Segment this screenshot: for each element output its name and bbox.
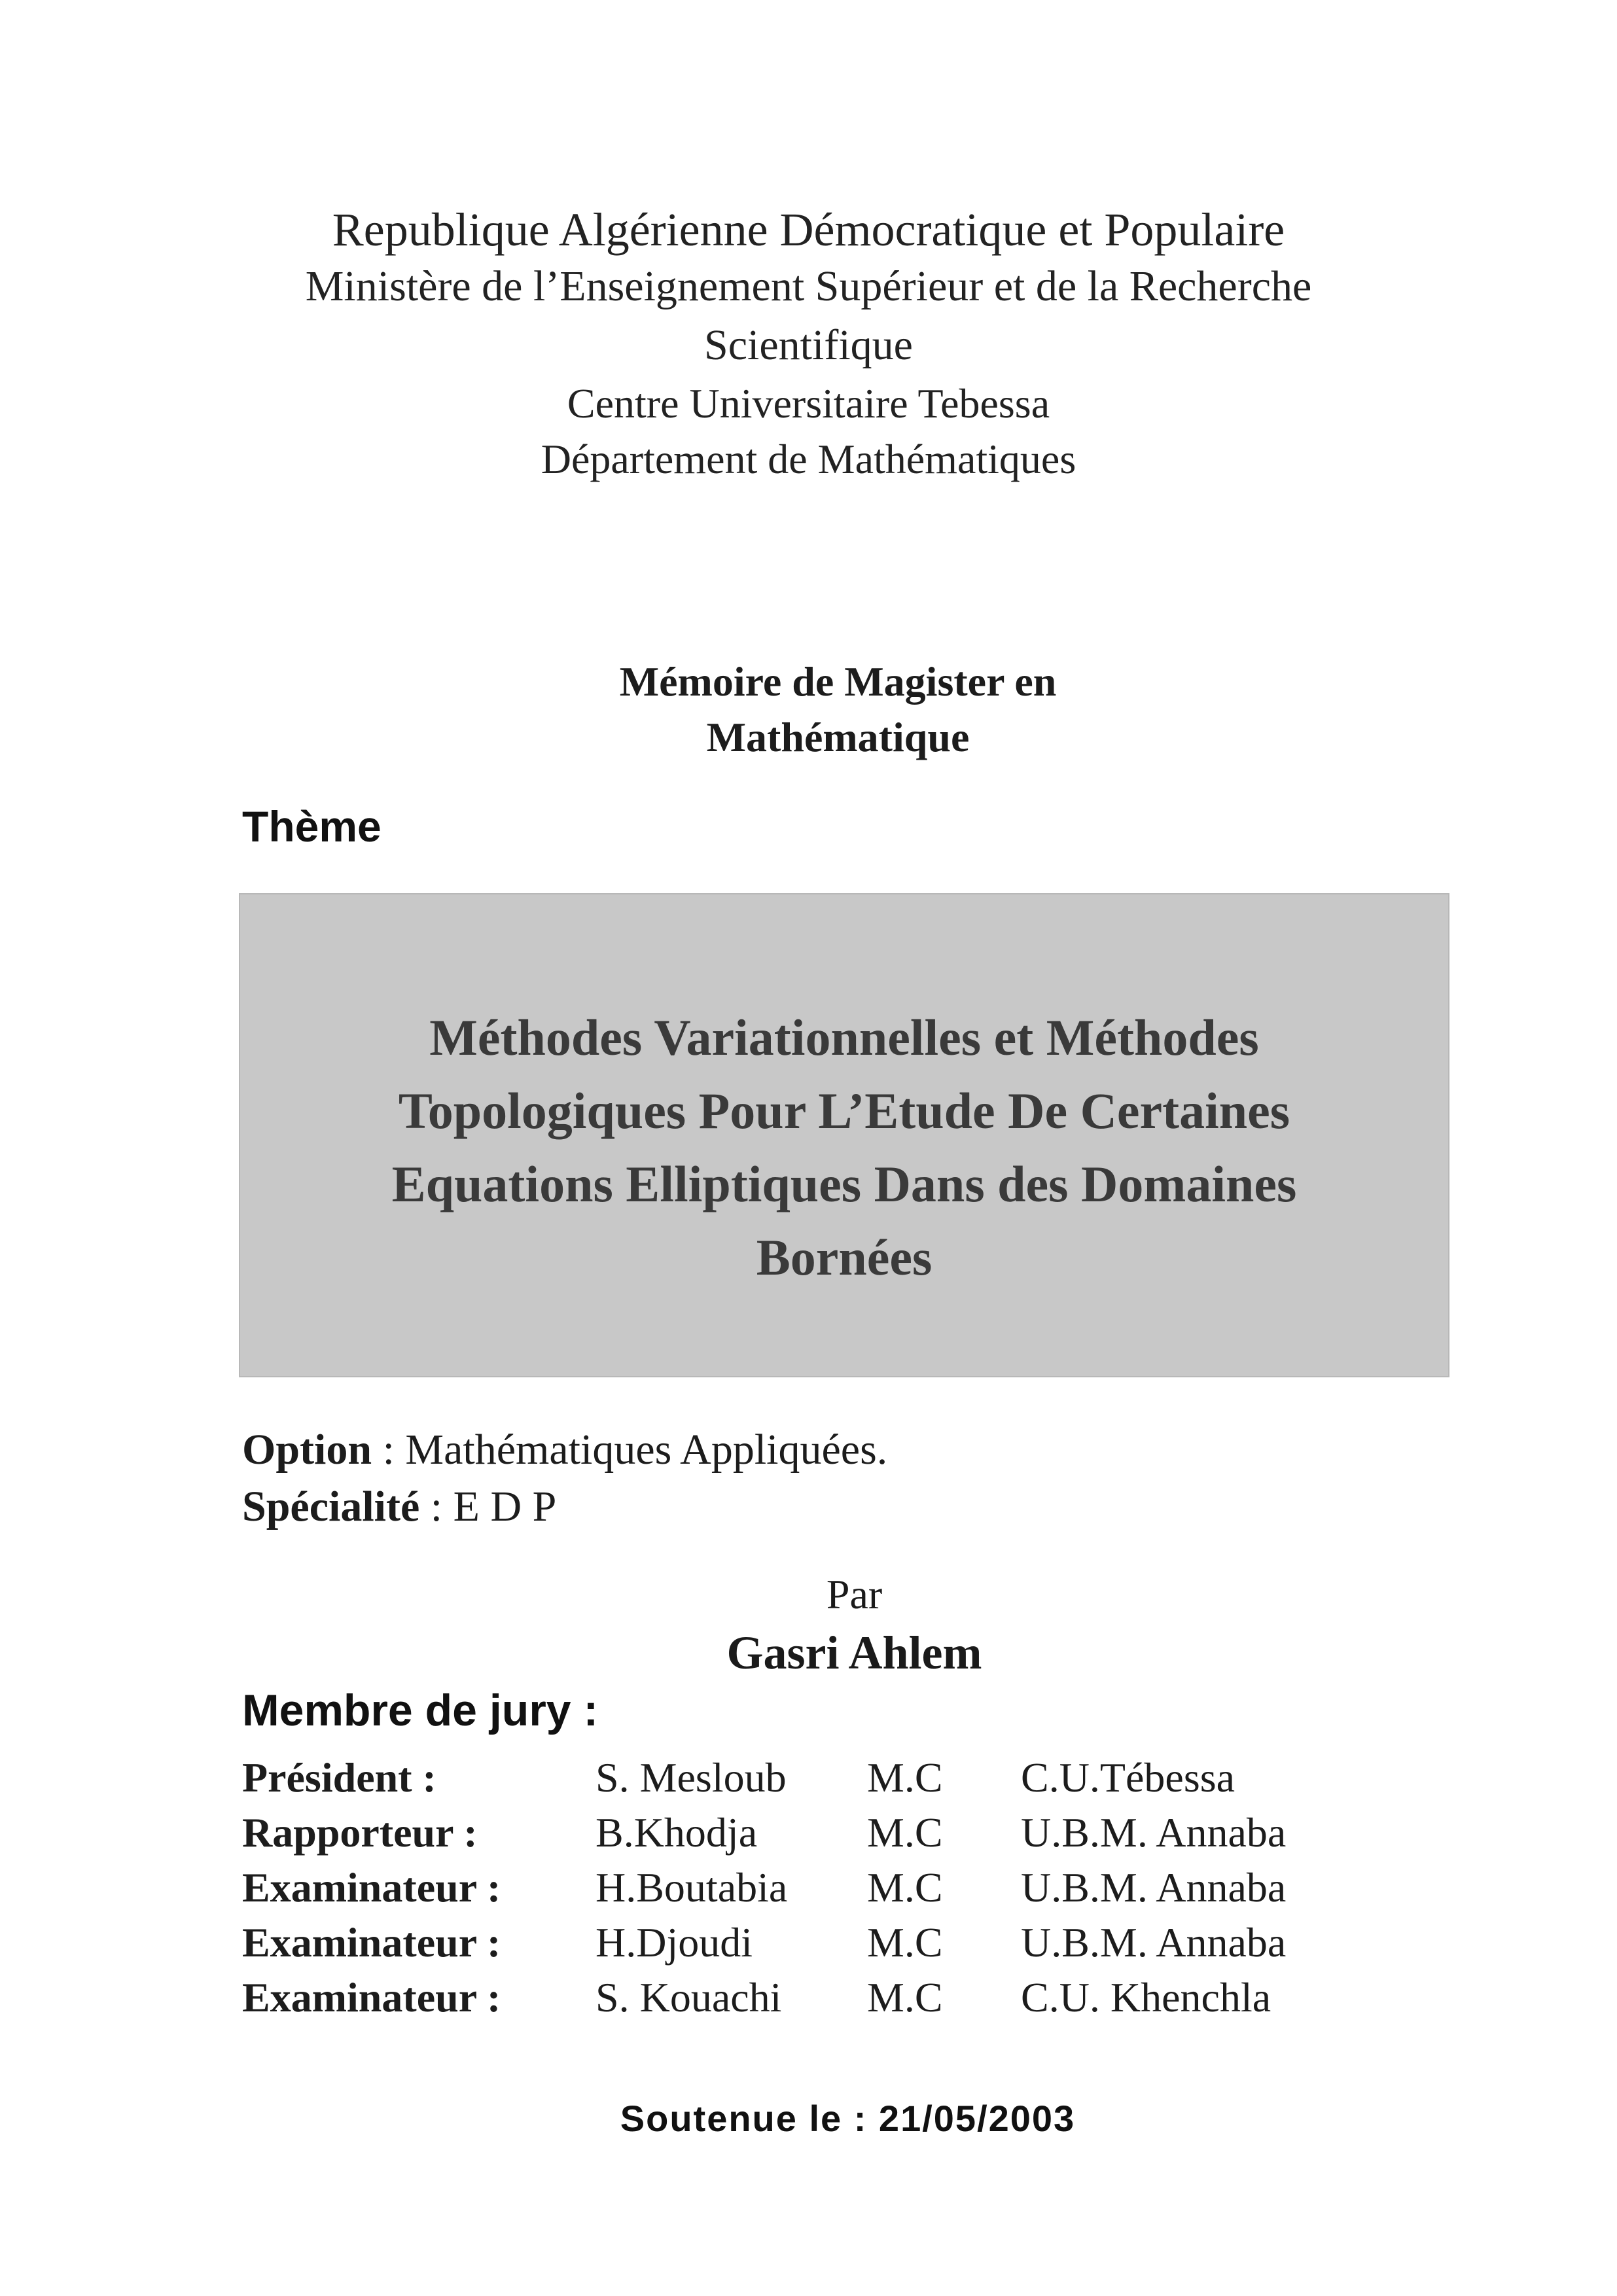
theme-label: Thème (242, 802, 382, 851)
option-label: Option (242, 1426, 372, 1474)
thesis-title-line: Bornées (756, 1229, 933, 1286)
jury-grade: M.C (867, 1754, 943, 1801)
jury-role: Rapporteur : (242, 1809, 478, 1856)
memoire-type-line-1: Mémoire de Magister en (619, 658, 1057, 705)
jury-role: Examinateur : (242, 1864, 501, 1911)
thesis-title-line: Topologiques Pour L’Etude De Certaines (398, 1082, 1290, 1139)
specialite-value: : E D P (419, 1483, 557, 1530)
jury-member-name: S. Kouachi (595, 1974, 782, 2021)
jury-institution: C.U.Tébessa (1021, 1754, 1235, 1801)
author-name: Gasri Ahlem (726, 1627, 982, 1679)
thesis-title-box (239, 893, 1449, 1377)
republic-name: Republique Algérienne Démocratique et Populaire (332, 203, 1285, 256)
jury-institution: U.B.M. Annaba (1021, 1809, 1287, 1856)
option-field (242, 1425, 887, 1475)
jury-institution: U.B.M. Annaba (1021, 1919, 1287, 1966)
jury-institution: U.B.M. Annaba (1021, 1864, 1287, 1911)
jury-grade: M.C (867, 1809, 943, 1856)
specialite-label: Spécialité (242, 1483, 420, 1530)
jury-member-name: S. Mesloub (595, 1754, 787, 1801)
jury-grade: M.C (867, 1864, 943, 1911)
jury-member-name: B.Khodja (595, 1809, 758, 1856)
par-label: Par (826, 1571, 883, 1617)
jury-grade: M.C (867, 1919, 943, 1966)
jury-member-name: H.Boutabia (595, 1864, 788, 1911)
memoire-type-line-2: Mathématique (706, 714, 970, 760)
thesis-title-line: Méthodes Variationnelles et Méthodes (429, 1009, 1259, 1066)
ministry-name: Ministère de l’Enseignement Supérieur et de la Recherche (305, 262, 1312, 310)
specialite-field (242, 1482, 556, 1532)
option-value: : Mathématiques Appliquées. (372, 1426, 888, 1474)
jury-role: Président : (242, 1754, 436, 1801)
department-name: Département de Mathématiques (541, 436, 1076, 482)
jury-member-name: H.Djoudi (595, 1919, 753, 1966)
thesis-title (239, 1001, 1449, 1294)
university-name: Centre Universitaire Tebessa (567, 380, 1050, 427)
ministry-name-continued: Scientifique (704, 321, 913, 369)
jury-institution: C.U. Khenchla (1021, 1974, 1271, 2021)
jury-role: Examinateur : (242, 1919, 501, 1966)
jury-role: Examinateur : (242, 1974, 501, 2021)
jury-label: Membre de jury : (242, 1686, 599, 1735)
thesis-title-line: Equations Elliptiques Dans des Domaines (391, 1156, 1297, 1212)
jury-grade: M.C (867, 1974, 943, 2021)
defense-date: Soutenue le : 21/05/2003 (620, 2098, 1076, 2139)
